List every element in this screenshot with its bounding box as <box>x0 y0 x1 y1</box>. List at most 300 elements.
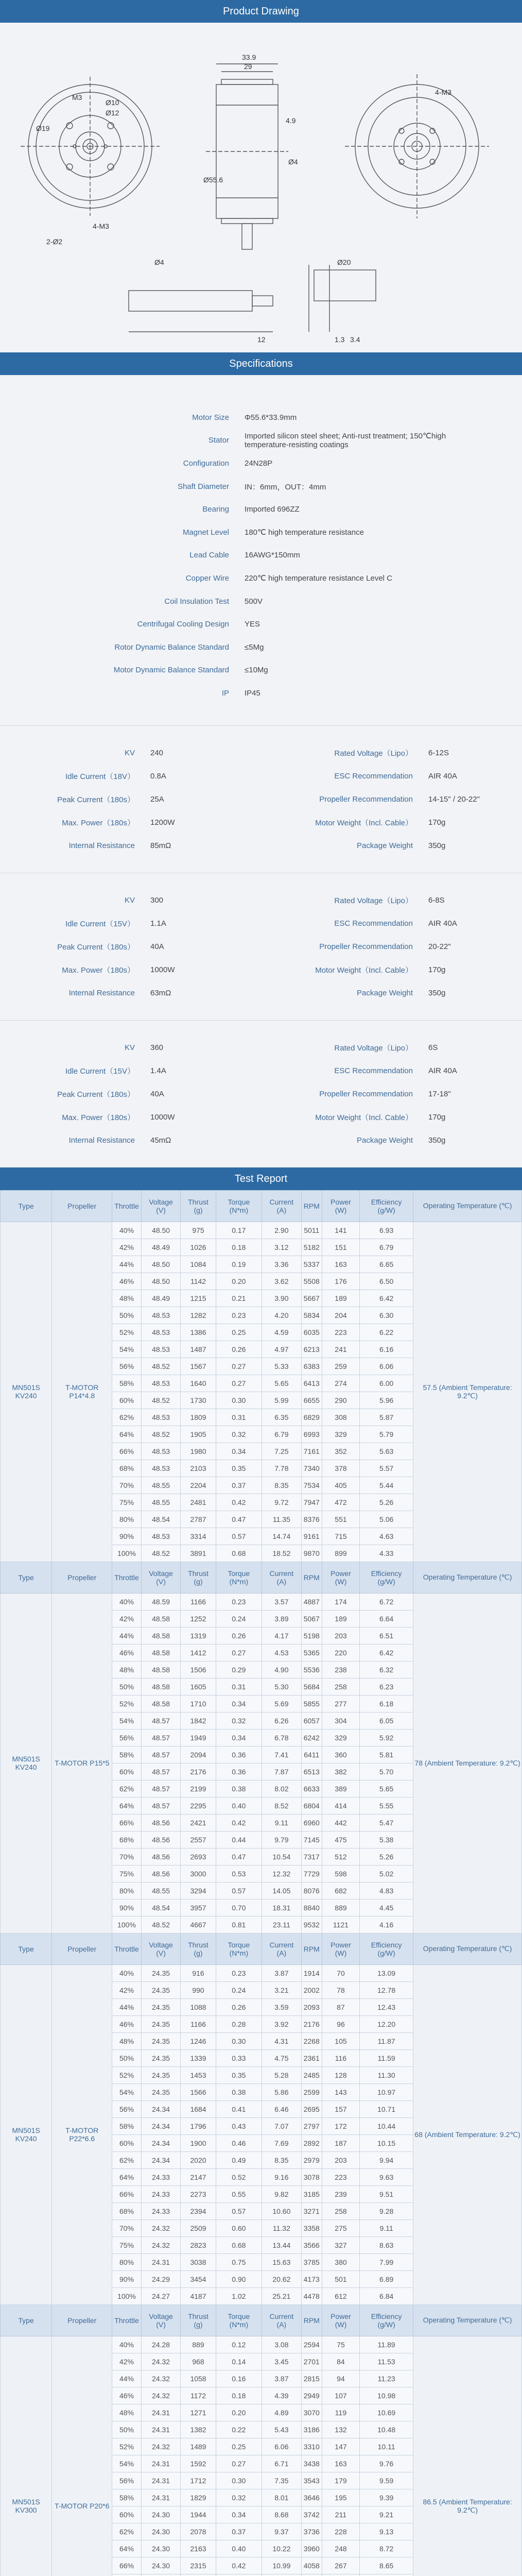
test-cell: 4173 <box>301 2270 322 2287</box>
test-cell: 0.20 <box>216 2404 262 2421</box>
test-cell: 46% <box>112 1644 141 1661</box>
test-cell: 24.35 <box>141 2015 181 2032</box>
test-cell: 3358 <box>301 2219 322 2236</box>
test-cell: 18.52 <box>262 1545 302 1562</box>
test-report-section <box>0 1167 522 2576</box>
test-cell: 3.12 <box>262 1239 302 1256</box>
spec-value: 16AWG*150mm <box>245 551 300 560</box>
test-cell: 143 <box>322 2083 359 2100</box>
test-cell: 6.30 <box>360 1307 413 1324</box>
test-header-cell: Thrust (g) <box>181 1190 216 1222</box>
test-cell: 11.89 <box>360 2336 413 2353</box>
dim-10: Ø10 <box>106 98 119 107</box>
test-cell: 4887 <box>301 1593 322 1610</box>
test-cell: 5.44 <box>360 1477 413 1494</box>
test-cell: 308 <box>322 1409 359 1426</box>
test-cell: 3.45 <box>262 2353 302 2370</box>
kv-row <box>0 811 522 834</box>
test-cell: 238 <box>322 1661 359 1678</box>
test-cell: 179 <box>322 2472 359 2489</box>
test-cell: 0.60 <box>216 2219 262 2236</box>
test-cell <box>301 2574 322 2576</box>
test-header-cell: Throttle <box>112 1933 141 1964</box>
kv-label: Internal Resistance <box>68 988 135 997</box>
test-cell: 4.89 <box>262 2404 302 2421</box>
test-cell: 0.38 <box>216 1780 262 1797</box>
test-cell: 157 <box>322 2100 359 2117</box>
spec-value: 220℃ high temperature resistance Level C <box>245 574 392 583</box>
test-cell: 189 <box>322 1290 359 1307</box>
kv-value: 63mΩ <box>150 988 171 997</box>
test-cell: 0.90 <box>216 2270 262 2287</box>
test-cell: 0.57 <box>216 2202 262 2219</box>
test-cell: 2815 <box>301 2370 322 2387</box>
test-cell: 0.34 <box>216 1729 262 1746</box>
test-header-cell: Type <box>1 1933 52 1964</box>
test-cell <box>262 2574 302 2576</box>
test-cell: 100% <box>112 1545 141 1562</box>
dim-12b: 12 <box>257 335 266 344</box>
test-cell: 151 <box>322 1239 359 1256</box>
temperature-cell: 57.5 (Ambient Temperature: 9.2℃) <box>413 1222 522 1562</box>
kv-row <box>0 935 522 958</box>
test-cell: 267 <box>322 2557 359 2574</box>
test-cell: 48.56 <box>141 1848 181 1865</box>
test-cell: 5.06 <box>360 1511 413 1528</box>
test-cell: 0.34 <box>216 1443 262 1460</box>
test-cell: 58% <box>112 1746 141 1763</box>
test-header-cell: Power (W) <box>322 1562 359 1593</box>
test-cell: 24.34 <box>141 2151 181 2168</box>
test-cell: 1914 <box>301 1964 322 1981</box>
spec-label: IP <box>221 688 229 698</box>
kv-value: 350g <box>428 841 446 850</box>
test-cell: 1829 <box>181 2489 216 2506</box>
test-cell: 7534 <box>301 1477 322 1494</box>
test-cell: 8.35 <box>262 2151 302 2168</box>
test-cell: 472 <box>322 1494 359 1511</box>
test-cell: 24.31 <box>141 2421 181 2438</box>
test-cell: 2979 <box>301 2151 322 2168</box>
test-cell: 87 <box>322 1998 359 2015</box>
test-cell: 42% <box>112 1239 141 1256</box>
test-cell: 6.78 <box>262 1729 302 1746</box>
spec-label: Rotor Dynamic Balance Standard <box>114 642 229 652</box>
test-header-cell: Efficiency (g/W) <box>360 2304 413 2336</box>
test-cell: 0.32 <box>216 1426 262 1443</box>
test-cell: 6.05 <box>360 1712 413 1729</box>
test-header-cell: Type <box>1 2304 52 2336</box>
kv-value: 240 <box>150 748 164 757</box>
test-cell: 889 <box>181 2336 216 2353</box>
test-cell: 2481 <box>181 1494 216 1511</box>
test-cell: 1026 <box>181 1239 216 1256</box>
test-cell: 6.89 <box>360 2270 413 2287</box>
test-cell: 5.96 <box>360 1392 413 1409</box>
kv-value: 170g <box>428 965 446 974</box>
test-cell: 75% <box>112 1494 141 1511</box>
test-cell: 94 <box>322 2370 359 2387</box>
test-cell: 1605 <box>181 1678 216 1695</box>
test-cell: 6383 <box>301 1358 322 1375</box>
test-cell: 9.72 <box>262 1494 302 1511</box>
test-cell: 2147 <box>181 2168 216 2185</box>
test-header-cell: RPM <box>301 1562 322 1593</box>
kv-value: 40A <box>150 942 164 951</box>
test-cell: 14.05 <box>262 1882 302 1899</box>
test-cell: 5365 <box>301 1644 322 1661</box>
test-cell: 3186 <box>301 2421 322 2438</box>
test-header-cell: Operating Temperature (℃) <box>413 1562 522 1593</box>
test-cell: 90% <box>112 2270 141 2287</box>
test-cell: 48.49 <box>141 1290 181 1307</box>
test-cell: 62% <box>112 2151 141 2168</box>
test-cell: 24.34 <box>141 2100 181 2117</box>
test-cell: 0.30 <box>216 1392 262 1409</box>
test-cell: 0.18 <box>216 2387 262 2404</box>
test-cell: 7947 <box>301 1494 322 1511</box>
test-cell: 4187 <box>181 2287 216 2304</box>
test-cell: 1058 <box>181 2370 216 2387</box>
dim-3-4: 3.4 <box>350 335 360 344</box>
test-cell: 13.44 <box>262 2236 302 2253</box>
test-cell: 68% <box>112 1831 141 1848</box>
test-cell: 46% <box>112 1273 141 1290</box>
test-cell: 10.22 <box>262 2540 302 2557</box>
test-cell: 10.54 <box>262 1848 302 1865</box>
test-cell: 4.83 <box>360 1882 413 1899</box>
test-cell: 6.42 <box>360 1290 413 1307</box>
test-cell: 6.00 <box>360 1375 413 1392</box>
kv-label: ESC Recommendation <box>334 771 413 781</box>
spec-label: Copper Wire <box>185 573 229 583</box>
test-cell: 6633 <box>301 1780 322 1797</box>
test-cell: 24.32 <box>141 2370 181 2387</box>
motor-type-cell: MN501S KV240 <box>1 1964 52 2304</box>
kv-label: Idle Current（15V） <box>65 919 135 928</box>
test-cell: 1842 <box>181 1712 216 1729</box>
test-header-cell: Thrust (g) <box>181 1562 216 1593</box>
spec-label: Motor Size <box>192 413 229 422</box>
test-cell: 5.43 <box>262 2421 302 2438</box>
test-cell: 60% <box>112 2134 141 2151</box>
test-cell: 11.35 <box>262 1511 302 1528</box>
test-cell: 24.32 <box>141 2438 181 2455</box>
test-cell: 3.92 <box>262 2015 302 2032</box>
test-cell: 3314 <box>181 1528 216 1545</box>
test-cell: 2787 <box>181 1511 216 1528</box>
test-cell: 56% <box>112 1358 141 1375</box>
test-cell: 3566 <box>301 2236 322 2253</box>
test-cell: 70 <box>322 1964 359 1981</box>
test-cell: 75 <box>322 2336 359 2353</box>
test-header-row <box>1 1933 522 1964</box>
test-cell: 5667 <box>301 1290 322 1307</box>
test-cell: 551 <box>322 1511 359 1528</box>
spec-value: Imported silicon steel sheet; Anti-rust treatment; 150℃high temperature-resisting coatings <box>245 432 446 450</box>
test-cell: 7340 <box>301 1460 322 1477</box>
test-cell: 223 <box>322 1324 359 1341</box>
test-cell: 5198 <box>301 1627 322 1644</box>
kv-value: AIR 40A <box>428 919 457 928</box>
test-header-cell: Torque (N*m) <box>216 2304 262 2336</box>
test-cell: 1730 <box>181 1392 216 1409</box>
test-cell: 7.35 <box>262 2472 302 2489</box>
kv-value: 20-22" <box>428 942 451 951</box>
test-cell: 6.18 <box>360 1695 413 1712</box>
test-cell: 78 <box>322 1981 359 1998</box>
product-drawing <box>0 23 522 352</box>
test-cell: 3.89 <box>262 1610 302 1627</box>
test-cell: 2693 <box>181 1848 216 1865</box>
test-cell: 9.21 <box>360 2506 413 2523</box>
kv-label: Peak Current（180s） <box>57 1090 135 1099</box>
test-cell: 8840 <box>301 1899 322 1916</box>
test-row <box>1 1593 522 1610</box>
test-cell: 48.58 <box>141 1644 181 1661</box>
kv-label: Propeller Recommendation <box>319 794 413 804</box>
test-cell: 24.35 <box>141 1981 181 1998</box>
test-cell: 6.64 <box>360 1610 413 1627</box>
test-cell: 10.11 <box>360 2438 413 2455</box>
kv-block <box>0 1020 522 1167</box>
test-cell: 380 <box>322 2253 359 2270</box>
test-header-cell: Power (W) <box>322 2304 359 2336</box>
test-cell: 90% <box>112 1528 141 1545</box>
kv-label: Idle Current（15V） <box>65 1066 135 1076</box>
test-cell: 176 <box>322 1273 359 1290</box>
test-cell: 48.53 <box>141 1443 181 1460</box>
test-cell: 0.42 <box>216 1494 262 1511</box>
test-cell: 0.31 <box>216 1409 262 1426</box>
test-cell: 44% <box>112 1627 141 1644</box>
test-cell: 1282 <box>181 1307 216 1324</box>
spec-row <box>0 544 522 567</box>
test-cell: 48.57 <box>141 1763 181 1780</box>
kv-value: 360 <box>150 1043 164 1052</box>
kv-label: Internal Resistance <box>68 841 135 850</box>
test-cell: 7.99 <box>360 2253 413 2270</box>
test-cell: 4.59 <box>262 1324 302 1341</box>
dim-55-6: Ø55.6 <box>203 176 223 184</box>
test-cell: 52% <box>112 2438 141 2455</box>
test-cell: 0.26 <box>216 1627 262 1644</box>
test-cell: 48.56 <box>141 1814 181 1831</box>
test-cell: 3957 <box>181 1899 216 1916</box>
test-cell: 0.23 <box>216 1964 262 1981</box>
test-cell <box>360 2574 413 2576</box>
spec-row <box>0 613 522 636</box>
test-cell: 6829 <box>301 1409 322 1426</box>
spec-value: IN：6mm，OUT：4mm <box>245 482 326 492</box>
test-cell: 1.02 <box>216 2287 262 2304</box>
test-cell: 1252 <box>181 1610 216 1627</box>
test-cell: 48.53 <box>141 1409 181 1426</box>
test-cell: 8376 <box>301 1511 322 1528</box>
test-cell: 6.06 <box>262 2438 302 2455</box>
kv-row <box>0 741 522 765</box>
test-cell: 3891 <box>181 1545 216 1562</box>
test-cell: 0.40 <box>216 1797 262 1814</box>
test-cell: 9.11 <box>262 1814 302 1831</box>
kv-label: ESC Recommendation <box>334 1066 413 1075</box>
test-cell: 1166 <box>181 2015 216 2032</box>
test-cell: 4667 <box>181 1916 216 1933</box>
kv-value: 6-12S <box>428 748 449 757</box>
test-cell: 80% <box>112 1511 141 1528</box>
test-cell: 163 <box>322 2455 359 2472</box>
test-cell: 5.92 <box>360 1729 413 1746</box>
kv-value: AIR 40A <box>428 1066 457 1075</box>
test-cell: 3.87 <box>262 2370 302 2387</box>
test-cell: 1166 <box>181 1593 216 1610</box>
kv-blocks <box>0 725 522 1167</box>
kv-block <box>0 725 522 873</box>
test-header-cell: Throttle <box>112 1190 141 1222</box>
test-cell: 10.98 <box>360 2387 413 2404</box>
test-cell: 382 <box>322 1763 359 1780</box>
test-cell: 3271 <box>301 2202 322 2219</box>
dim-33-9: 33.9 <box>242 53 256 61</box>
test-cell: 66% <box>112 2185 141 2202</box>
test-cell: 1566 <box>181 2083 216 2100</box>
test-cell: 3038 <box>181 2253 216 2270</box>
test-cell: 75% <box>112 2236 141 2253</box>
test-cell: 6213 <box>301 1341 322 1358</box>
test-cell: 48.49 <box>141 1239 181 1256</box>
test-cell: 258 <box>322 1678 359 1695</box>
test-cell: 2204 <box>181 1477 216 1494</box>
test-cell: 4.17 <box>262 1627 302 1644</box>
test-cell: 0.20 <box>216 1273 262 1290</box>
test-cell: 0.25 <box>216 2438 262 2455</box>
test-cell: 3736 <box>301 2523 322 2540</box>
dim-4b: Ø4 <box>154 258 164 266</box>
spec-value: ≤10Mg <box>245 666 268 675</box>
test-cell: 4.53 <box>262 1644 302 1661</box>
test-header-cell: Operating Temperature (℃) <box>413 1190 522 1222</box>
test-cell: 42% <box>112 1610 141 1627</box>
test-cell: 8.63 <box>360 2236 413 2253</box>
test-cell: 7.78 <box>262 1460 302 1477</box>
test-cell: 11.30 <box>360 2066 413 2083</box>
test-cell: 5.28 <box>262 2066 302 2083</box>
kv-value: 170g <box>428 818 446 827</box>
test-cell: 0.36 <box>216 1746 262 1763</box>
test-cell: 2797 <box>301 2117 322 2134</box>
test-cell: 5.55 <box>360 1797 413 1814</box>
test-cell: 352 <box>322 1443 359 1460</box>
test-cell: 70% <box>112 2219 141 2236</box>
test-cell: 6057 <box>301 1712 322 1729</box>
kv-value: 6S <box>428 1043 438 1052</box>
test-cell: 25.21 <box>262 2287 302 2304</box>
test-header-cell: Efficiency (g/W) <box>360 1933 413 1964</box>
test-cell: 501 <box>322 2270 359 2287</box>
test-cell: 2199 <box>181 1780 216 1797</box>
test-cell: 0.34 <box>216 1695 262 1712</box>
test-cell: 512 <box>322 1848 359 1865</box>
test-cell: 6.65 <box>360 1256 413 1273</box>
test-cell: 64% <box>112 1426 141 1443</box>
test-cell: 24.27 <box>141 2287 181 2304</box>
kv-value: 350g <box>428 988 446 997</box>
test-cell: 0.81 <box>216 1916 262 1933</box>
test-cell: 0.30 <box>216 2032 262 2049</box>
kv-label: Peak Current（180s） <box>57 795 135 804</box>
test-cell: 8.52 <box>262 1797 302 1814</box>
test-cell: 163 <box>322 1256 359 1273</box>
propeller-cell: T-MOTOR P22*6.6 <box>52 1964 112 2304</box>
test-cell: 6.79 <box>360 1239 413 1256</box>
test-cell: 0.22 <box>216 2421 262 2438</box>
test-cell: 2509 <box>181 2219 216 2236</box>
test-header-cell: Power (W) <box>322 1933 359 1964</box>
test-cell: 3.08 <box>262 2336 302 2353</box>
test-cell: 5.65 <box>262 1375 302 1392</box>
test-header-cell: Type <box>1 1562 52 1593</box>
test-cell: 1172 <box>181 2387 216 2404</box>
test-cell: 2361 <box>301 2049 322 2066</box>
test-cell: 6.46 <box>262 2100 302 2117</box>
test-cell: 329 <box>322 1426 359 1443</box>
kv-label: Package Weight <box>357 988 413 997</box>
kv-label: KV <box>124 748 135 757</box>
test-cell: 48.57 <box>141 1729 181 1746</box>
test-cell: 0.18 <box>216 1239 262 1256</box>
test-cell: 0.24 <box>216 1610 262 1627</box>
test-cell: 54% <box>112 2083 141 2100</box>
spec-row <box>0 452 522 475</box>
test-cell: 7.69 <box>262 2134 302 2151</box>
test-cell: 48.50 <box>141 1256 181 1273</box>
test-cell: 2315 <box>181 2557 216 2574</box>
test-cell: 70% <box>112 1477 141 1494</box>
propeller-cell: T-MOTOR P15*5 <box>52 1593 112 1933</box>
test-cell: 0.34 <box>216 2506 262 2523</box>
test-cell: 62% <box>112 1409 141 1426</box>
test-row <box>1 2336 522 2353</box>
test-cell: 46% <box>112 2015 141 2032</box>
test-cell: 360 <box>322 1746 359 1763</box>
kv-label: Motor Weight（Incl. Cable） <box>315 1113 413 1122</box>
test-cell: 24.30 <box>141 2523 181 2540</box>
test-cell: 40% <box>112 1222 141 1239</box>
test-cell: 24.32 <box>141 2387 181 2404</box>
test-cell: 378 <box>322 1460 359 1477</box>
kv-label: Max. Power（180s） <box>62 818 135 827</box>
test-cell: 1142 <box>181 1273 216 1290</box>
test-cell: 174 <box>322 1593 359 1610</box>
test-cell: 9.59 <box>360 2472 413 2489</box>
test-cell: 1506 <box>181 1661 216 1678</box>
test-cell: 24.30 <box>141 2540 181 2557</box>
test-cell: 44% <box>112 1256 141 1273</box>
test-cell: 5.02 <box>360 1865 413 1882</box>
test-cell: 2949 <box>301 2387 322 2404</box>
test-cell: 6.22 <box>360 1324 413 1341</box>
test-cell: 24.32 <box>141 2353 181 2370</box>
test-cell: 0.27 <box>216 2455 262 2472</box>
test-cell: 3078 <box>301 2168 322 2185</box>
test-cell: 84 <box>322 2353 359 2370</box>
test-cell: 598 <box>322 1865 359 1882</box>
test-cell: 24.31 <box>141 2489 181 2506</box>
test-cell: 4.39 <box>262 2387 302 2404</box>
test-cell: 5.26 <box>360 1848 413 1865</box>
spec-row <box>0 521 522 544</box>
test-cell: 0.55 <box>216 2185 262 2202</box>
